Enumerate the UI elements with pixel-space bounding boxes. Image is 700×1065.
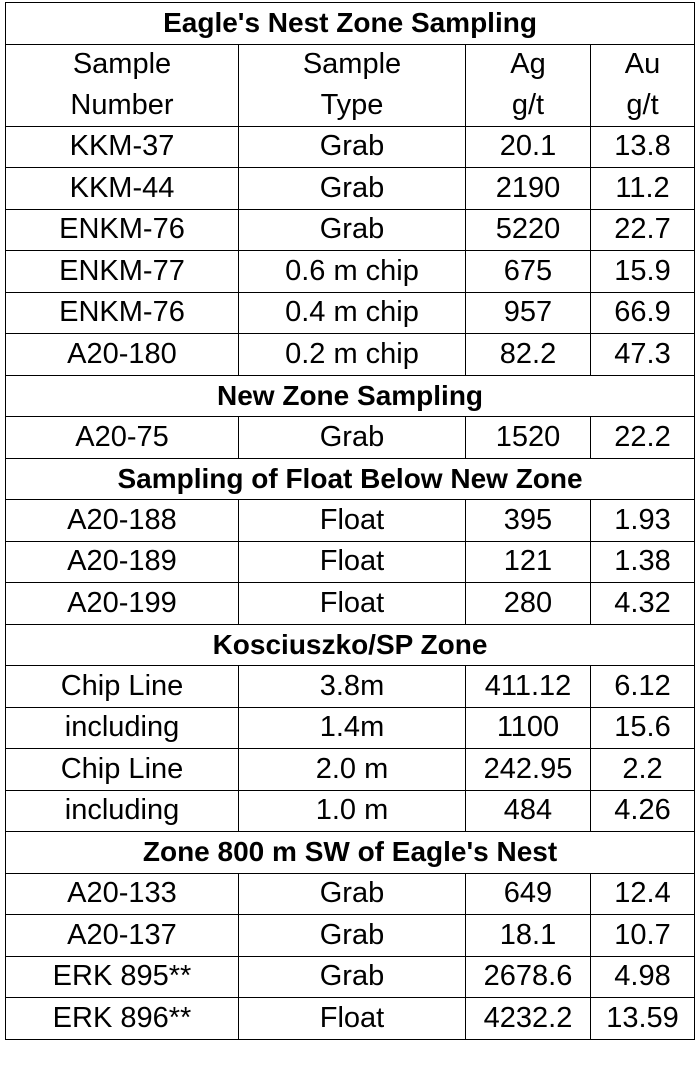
cell-sample-type: 0.2 m chip (239, 334, 466, 376)
cell-au-grade: 1.38 (591, 541, 695, 583)
table-row (6, 292, 695, 334)
column-header-au-grade: g/t (591, 85, 695, 126)
cell-au-grade: 12.4 (591, 873, 695, 915)
cell-au-grade: 10.7 (591, 915, 695, 957)
sampling-results-table (5, 2, 695, 1040)
cell-sample-type: 0.6 m chip (239, 251, 466, 293)
table-row (6, 915, 695, 957)
cell-au-grade: 22.7 (591, 209, 695, 251)
table-row (6, 998, 695, 1040)
cell-au-grade: 15.9 (591, 251, 695, 293)
cell-sample-type: Grab (239, 126, 466, 168)
cell-au-grade: 2.2 (591, 749, 695, 791)
cell-sample-type: Grab (239, 209, 466, 251)
table-row (6, 956, 695, 998)
table-row (6, 873, 695, 915)
table-row (6, 500, 695, 542)
table-row (6, 749, 695, 791)
cell-ag-grade: 1520 (466, 417, 591, 459)
section-title: Eagle's Nest Zone Sampling (6, 3, 695, 45)
cell-sample-type: Float (239, 998, 466, 1040)
cell-ag-grade: 242.95 (466, 749, 591, 791)
table-row (6, 541, 695, 583)
cell-sample-type: 0.4 m chip (239, 292, 466, 334)
column-header-row (6, 44, 695, 85)
column-header-ag-grade: Ag (466, 44, 591, 85)
cell-au-grade: 1.93 (591, 500, 695, 542)
cell-sample-type: Float (239, 541, 466, 583)
column-header-sample-number: Sample (6, 44, 239, 85)
cell-sample-number: including (6, 707, 239, 749)
cell-sample-number: A20-180 (6, 334, 239, 376)
section-title: Sampling of Float Below New Zone (6, 458, 695, 500)
cell-sample-number: KKM-37 (6, 126, 239, 168)
cell-ag-grade: 18.1 (466, 915, 591, 957)
cell-au-grade: 4.32 (591, 583, 695, 625)
cell-sample-type: 3.8m (239, 666, 466, 708)
column-header-sample-number: Number (6, 85, 239, 126)
cell-sample-type: Grab (239, 956, 466, 998)
cell-sample-number: A20-137 (6, 915, 239, 957)
table-row (6, 334, 695, 376)
cell-sample-number: A20-133 (6, 873, 239, 915)
table-row (6, 126, 695, 168)
cell-sample-type: Float (239, 500, 466, 542)
table-body (6, 3, 695, 1040)
cell-sample-number: A20-188 (6, 500, 239, 542)
cell-au-grade: 6.12 (591, 666, 695, 708)
cell-au-grade: 47.3 (591, 334, 695, 376)
cell-au-grade: 22.2 (591, 417, 695, 459)
column-header-sample-type: Type (239, 85, 466, 126)
cell-sample-number: ENKM-76 (6, 209, 239, 251)
cell-sample-type: 2.0 m (239, 749, 466, 791)
cell-sample-type: Grab (239, 168, 466, 210)
cell-sample-number: Chip Line (6, 749, 239, 791)
cell-ag-grade: 280 (466, 583, 591, 625)
cell-ag-grade: 957 (466, 292, 591, 334)
table-row (6, 417, 695, 459)
table-row (6, 666, 695, 708)
section-title: Kosciuszko/SP Zone (6, 624, 695, 666)
cell-ag-grade: 121 (466, 541, 591, 583)
column-header-row (6, 85, 695, 126)
cell-au-grade: 11.2 (591, 168, 695, 210)
cell-ag-grade: 82.2 (466, 334, 591, 376)
cell-sample-number: KKM-44 (6, 168, 239, 210)
cell-sample-type: 1.4m (239, 707, 466, 749)
cell-sample-number: including (6, 790, 239, 832)
cell-au-grade: 13.8 (591, 126, 695, 168)
cell-ag-grade: 395 (466, 500, 591, 542)
cell-ag-grade: 5220 (466, 209, 591, 251)
section-header-row (6, 458, 695, 500)
table-row (6, 251, 695, 293)
column-header-sample-type: Sample (239, 44, 466, 85)
cell-ag-grade: 411.12 (466, 666, 591, 708)
cell-sample-type: Grab (239, 915, 466, 957)
section-header-row (6, 832, 695, 874)
cell-au-grade: 13.59 (591, 998, 695, 1040)
table-row (6, 790, 695, 832)
cell-sample-type: Grab (239, 417, 466, 459)
cell-ag-grade: 4232.2 (466, 998, 591, 1040)
cell-sample-number: A20-75 (6, 417, 239, 459)
cell-sample-type: Float (239, 583, 466, 625)
cell-sample-number: Chip Line (6, 666, 239, 708)
cell-ag-grade: 2678.6 (466, 956, 591, 998)
table-row (6, 168, 695, 210)
section-header-row (6, 624, 695, 666)
cell-ag-grade: 649 (466, 873, 591, 915)
section-title: Zone 800 m SW of Eagle's Nest (6, 832, 695, 874)
table-row (6, 707, 695, 749)
cell-au-grade: 66.9 (591, 292, 695, 334)
cell-au-grade: 4.98 (591, 956, 695, 998)
section-title: New Zone Sampling (6, 375, 695, 417)
cell-au-grade: 15.6 (591, 707, 695, 749)
cell-ag-grade: 1100 (466, 707, 591, 749)
cell-au-grade: 4.26 (591, 790, 695, 832)
column-header-au-grade: Au (591, 44, 695, 85)
cell-sample-number: A20-189 (6, 541, 239, 583)
cell-sample-type: Grab (239, 873, 466, 915)
cell-sample-type: 1.0 m (239, 790, 466, 832)
cell-sample-number: ERK 896** (6, 998, 239, 1040)
table-row (6, 583, 695, 625)
cell-sample-number: ERK 895** (6, 956, 239, 998)
cell-sample-number: ENKM-76 (6, 292, 239, 334)
cell-sample-number: ENKM-77 (6, 251, 239, 293)
column-header-ag-grade: g/t (466, 85, 591, 126)
cell-sample-number: A20-199 (6, 583, 239, 625)
table-row (6, 209, 695, 251)
cell-ag-grade: 20.1 (466, 126, 591, 168)
cell-ag-grade: 2190 (466, 168, 591, 210)
section-header-row (6, 3, 695, 45)
cell-ag-grade: 484 (466, 790, 591, 832)
cell-ag-grade: 675 (466, 251, 591, 293)
section-header-row (6, 375, 695, 417)
